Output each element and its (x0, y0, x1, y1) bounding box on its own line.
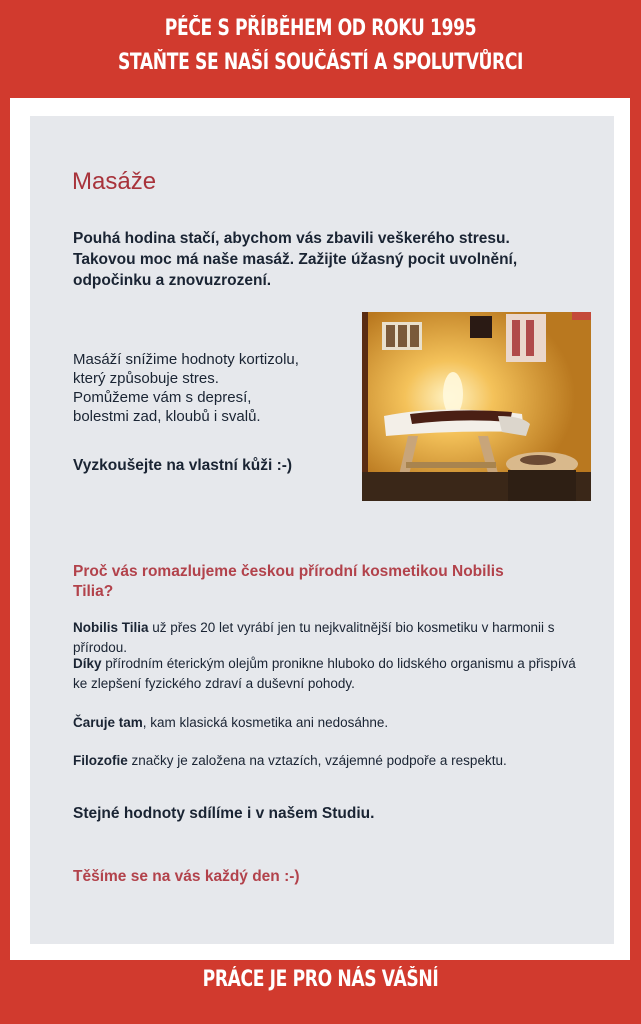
try-it-text: Vyzkoušejte na vlastní kůži :-) (73, 457, 293, 474)
wall-frame (398, 325, 407, 347)
paragraph-rest: značky je založena na vztazích, vzájemné podpoře a respektu. (127, 753, 507, 768)
banner-line-1: PÉČE S PŘÍBĚHEM OD ROKU 1995 (164, 16, 477, 41)
banner-line-2: STAŇTE SE NAŠÍ SOUČÁSTÍ A SPOLUTVŮRCI (117, 50, 524, 75)
side-table-base (508, 470, 576, 501)
paragraph-nobilis (73, 618, 583, 657)
intro-text: Pouhá hodina stačí, abychom vás zbavili veškerého stresu. Takovou moc má naše masáž. Zažijte úžasný pocit uvolnění, odpočinku a znovuzrození. (73, 230, 518, 289)
paragraph-lead: Čaruje tam (73, 715, 143, 730)
wall-chart-figure (512, 320, 520, 356)
benefits-line: Masáží snížime hodnoty kortizolu, (73, 351, 299, 368)
paragraph-rest: , kam klasická kosmetika ani nedosáhne. (142, 715, 389, 730)
paragraph-rest: přírodním éterickým olejům pronikne hluboko do lidského organismu a přispívá ke zlepšení fyzického zdraví a duševní pohody. (73, 656, 576, 691)
benefits-line: bolestmi zad, kloubů i svalů. (73, 408, 261, 425)
paragraph-oils (73, 654, 583, 693)
paragraph-philosophy (73, 751, 583, 771)
values-text: Stejné hodnoty sdílíme i v našem Studiu. (73, 805, 375, 822)
page-title: Masáže (72, 168, 157, 195)
corner-object (572, 312, 591, 320)
wall-chart-figure (526, 320, 534, 356)
bottom-banner (0, 963, 641, 997)
footer-slogan: PRÁCE JE PRO NÁS VÁŠNÍ (202, 967, 439, 992)
closing-text: Těšíme se na vás každý den :-) (73, 868, 300, 885)
lamp (443, 372, 463, 416)
why-heading: Proč vás romazlujeme českou přírodní kosmetikou Nobilis Tilia? (73, 563, 504, 600)
paragraph-lead: Díky (73, 656, 102, 671)
massage-stones (520, 455, 556, 465)
paragraph-lead: Filozofie (73, 753, 128, 768)
benefits-line: který způsobuje stres. (73, 370, 219, 387)
wall-frame (386, 325, 395, 347)
top-banner (0, 12, 641, 80)
wall-frame (410, 325, 419, 347)
massage-table-photo (362, 312, 591, 501)
paragraph-rest: už přes 20 let vyrábí jen tu nejkvalitnější bio kosmetiku v harmonii s přírodou. (73, 620, 555, 655)
benefits-text (73, 350, 363, 426)
paragraph-magic (73, 713, 583, 733)
table-crossbar (406, 462, 496, 468)
wall-picture-dark (470, 316, 492, 338)
paragraph-lead: Nobilis Tilia (73, 620, 149, 635)
benefits-line: Pomůžeme vám s depresí, (73, 389, 252, 406)
